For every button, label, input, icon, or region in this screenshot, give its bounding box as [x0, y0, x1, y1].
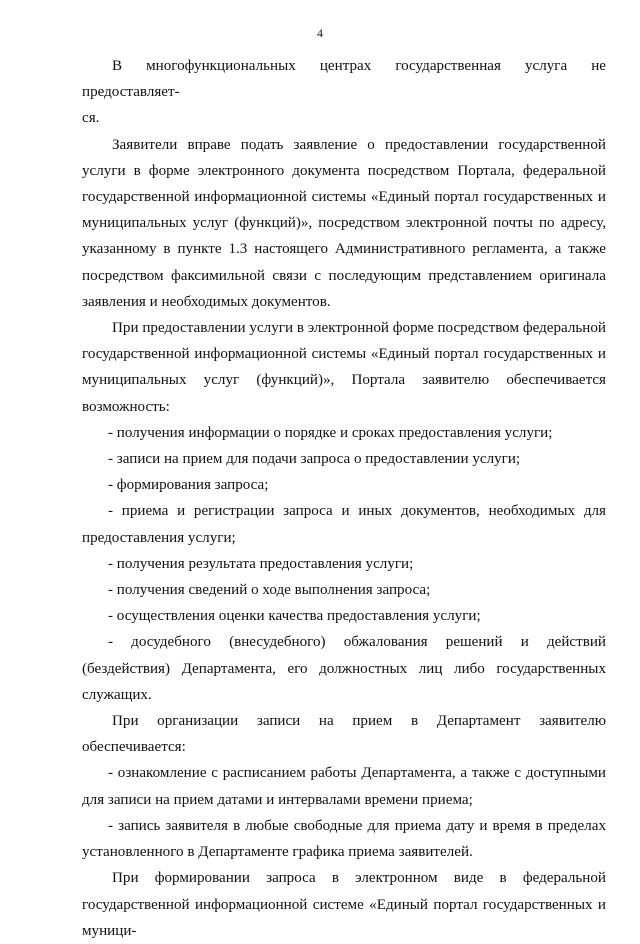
- page-number: 4: [317, 26, 323, 40]
- list-item: - запись заявителя в любые свободные для приема дату и время в пределах установленного в Департаменте графика приема заявителей.: [82, 817, 606, 861]
- paragraph-electronic-form: При предоставлении услуги в электронной форме посредством федеральной государственной информационной системы «Единый портал государственных и муниципальных услуг (функций)», Портала заявителю обеспечивается возможность:: [82, 320, 606, 415]
- list-item: - досудебного (внесудебного) обжалования решений и действий (бездействия) Департамента, его должностных лиц либо государственных служащих.: [82, 634, 606, 703]
- list-item: - получения результата предоставления услуги;: [108, 555, 414, 572]
- paragraph-mfc-line2: ся.: [82, 110, 100, 127]
- list-item: - получения информации о порядке и сроках предоставления услуги;: [108, 424, 553, 441]
- paragraph-applicants: Заявители вправе подать заявление о предоставлении государственной услуги в форме электронного документа посредством Портала, федеральной государственной информационной системы «Единый портал государственных и муниципальных услуг (функций)», посредством электронной почты по адресу, указанному в пункте 1.3 настоящего Административного регламента, а также посредством факсимильной связи с последующим представлением оригинала заявления и необходимых документов.: [82, 136, 606, 310]
- list-item: - записи на прием для подачи запроса о предоставлении услуги;: [108, 451, 521, 468]
- list-item: - приема и регистрации запроса и иных документов, необходимых для предоставления услуги;: [82, 503, 606, 546]
- document-body: [82, 53, 606, 944]
- paragraph-mfc-line1: В многофункциональных центрах государственная услуга не предоставляет-: [82, 58, 606, 101]
- list-item: - формирования запроса;: [108, 477, 269, 494]
- list-item: - ознакомление с расписанием работы Департамента, а также с доступными для записи на прием датами и интервалами времени приема;: [82, 765, 606, 808]
- paragraph-mfc: [82, 53, 606, 105]
- list-item: - получения сведений о ходе выполнения запроса;: [108, 582, 431, 599]
- paragraph-request-forming: При формировании запроса в электронном виде в федеральной государственной информационной системе «Единый портал государственных и муници-: [82, 870, 606, 939]
- list-item: - осуществления оценки качества предоставления услуги;: [108, 608, 481, 625]
- paragraph-appointment: При организации записи на прием в Департамент заявителю обеспечивается:: [82, 713, 606, 756]
